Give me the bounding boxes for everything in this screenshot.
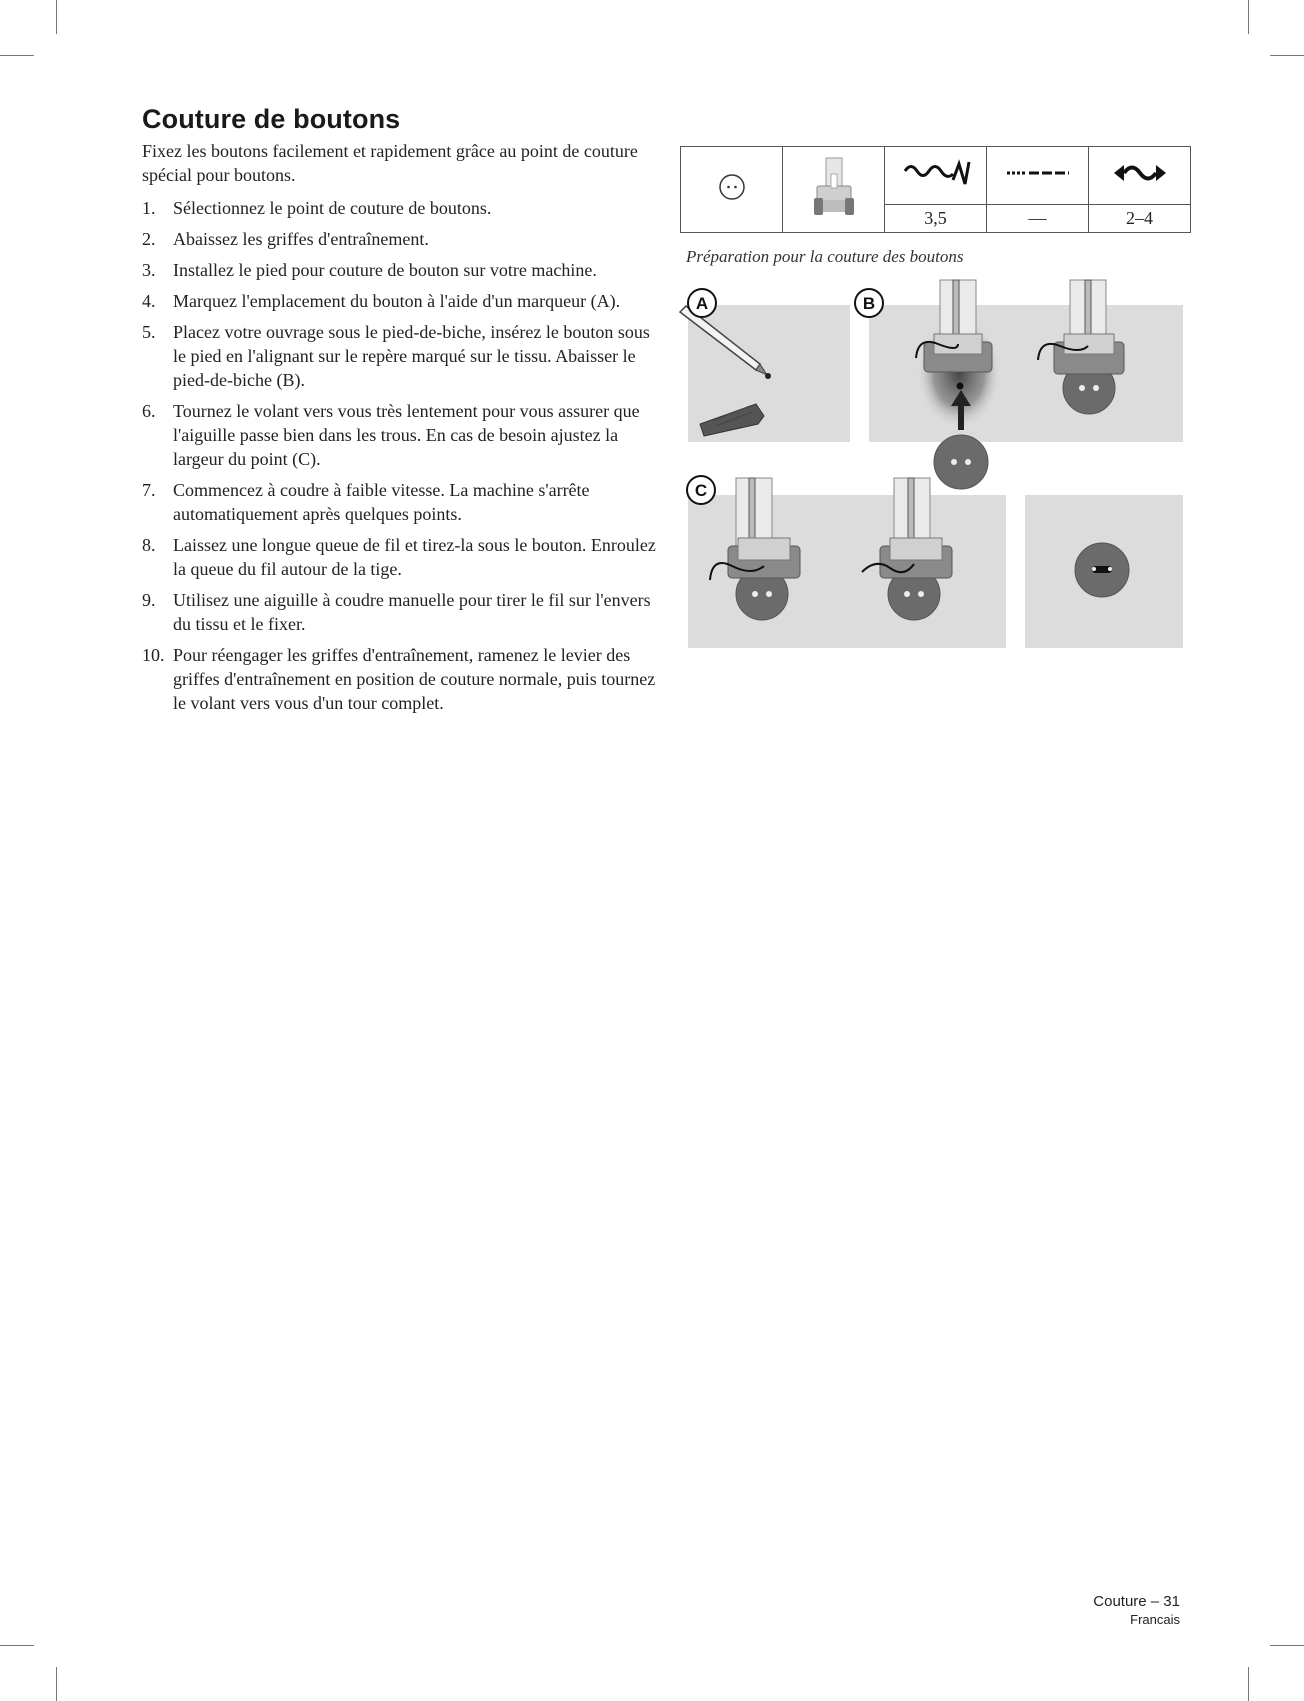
list-item [142, 478, 662, 526]
crop-mark [0, 55, 34, 56]
label-b-badge [855, 289, 883, 317]
button-stitch-icon [717, 172, 747, 202]
step-a-panel [680, 305, 850, 442]
stitch-width-value: 3,5 [885, 205, 987, 233]
intro-text: Fixez les boutons facilement et rapidement grâce au point de couture spécial pour boutons. [142, 141, 638, 185]
presser-foot-cell [783, 147, 885, 233]
crop-mark [1248, 1667, 1249, 1701]
stitch-length-icon [1003, 158, 1073, 188]
step-text: Utilisez une aiguille à coudre manuelle pour tirer le fil sur l'envers du tissu et le fixer. [173, 590, 651, 634]
step-text: Pour réengager les griffes d'entraînement, ramenez le levier des griffes d'entraînement en position de couture normale, puis tournez le volant vers vous d'un tour complet. [173, 645, 656, 713]
stitch-length-value: — [987, 205, 1089, 233]
button-icon [934, 435, 988, 489]
foot-pressure-cell [1089, 147, 1191, 205]
step-text: Marquez l'emplacement du bouton à l'aide d'un marqueur (A). [173, 291, 621, 311]
step-number: 9. [142, 590, 156, 610]
step-number: 3. [142, 260, 156, 280]
step-c-panel [688, 478, 1183, 648]
step-number: 8. [142, 535, 156, 555]
step-text: Commencez à coudre à faible vitesse. La machine s'arrête automatiquement après quelques points. [173, 480, 590, 524]
label-a-badge [688, 289, 716, 317]
list-item [142, 533, 662, 581]
label-c: C [694, 481, 708, 500]
page-footer [1093, 1592, 1180, 1628]
page-title: Couture de boutons [142, 104, 401, 134]
step-text: Abaissez les griffes d'entraînement. [173, 229, 429, 249]
list-item [142, 588, 662, 636]
presser-foot-icon [811, 156, 857, 218]
list-item [142, 320, 662, 392]
step-number: 7. [142, 480, 156, 500]
foot-pressure-icon [1110, 158, 1170, 188]
step-number: 1. [142, 198, 156, 218]
list-item [142, 258, 662, 282]
step-number: 2. [142, 229, 156, 249]
crop-mark [1270, 55, 1304, 56]
crop-mark [1270, 1645, 1304, 1646]
step-number: 6. [142, 401, 156, 421]
step-number: 4. [142, 291, 156, 311]
crop-mark [56, 0, 57, 34]
crop-mark [0, 1645, 34, 1646]
label-b: B [862, 294, 876, 313]
steps-list [142, 196, 662, 715]
crop-mark [56, 1667, 57, 1701]
foot-pressure-value: 2–4 [1089, 205, 1191, 233]
list-item [142, 289, 662, 313]
stitch-width-cell [885, 147, 987, 205]
stitch-width-icon [901, 158, 971, 188]
label-a: A [695, 294, 709, 313]
label-c-badge [687, 476, 715, 504]
stitch-length-cell [987, 147, 1089, 205]
step-text: Tournez le volant vers vous très lentement pour vous assurer que l'aiguille passe bien dans les trous. En cas de besoin ajustez la largeur du point (C). [173, 401, 640, 469]
step-number: 5. [142, 322, 156, 342]
step-text: Laissez une longue queue de fil et tirez-la sous le bouton. Enroulez la queue du fil autour de la tige. [173, 535, 656, 579]
step-number: 10. [142, 645, 165, 665]
step-text: Placez votre ouvrage sous le pied-de-biche, insérez le bouton sous le pied en l'alignant sur le repère marqué sur le tissu. Abaisser le pied-de-biche (B). [173, 322, 650, 390]
list-item [142, 227, 662, 251]
step-text: Installez le pied pour couture de bouton sur votre machine. [173, 260, 597, 280]
instructions-column [142, 104, 662, 722]
button-stitch-cell [681, 147, 783, 233]
list-item [142, 643, 662, 715]
list-item [142, 399, 662, 471]
list-item [142, 196, 662, 220]
step-b-panel [869, 280, 1183, 489]
step-text: Sélectionnez le point de couture de boutons. [173, 198, 492, 218]
stitch-settings-table [680, 146, 1191, 233]
language-label: Francais [1130, 1612, 1180, 1627]
page-number: Couture – 31 [1093, 1593, 1180, 1610]
button-sewing-illustration [676, 278, 1196, 654]
figure-caption: Préparation pour la couture des boutons [686, 247, 964, 266]
sewn-button-icon [1075, 543, 1129, 597]
crop-mark [1248, 0, 1249, 34]
